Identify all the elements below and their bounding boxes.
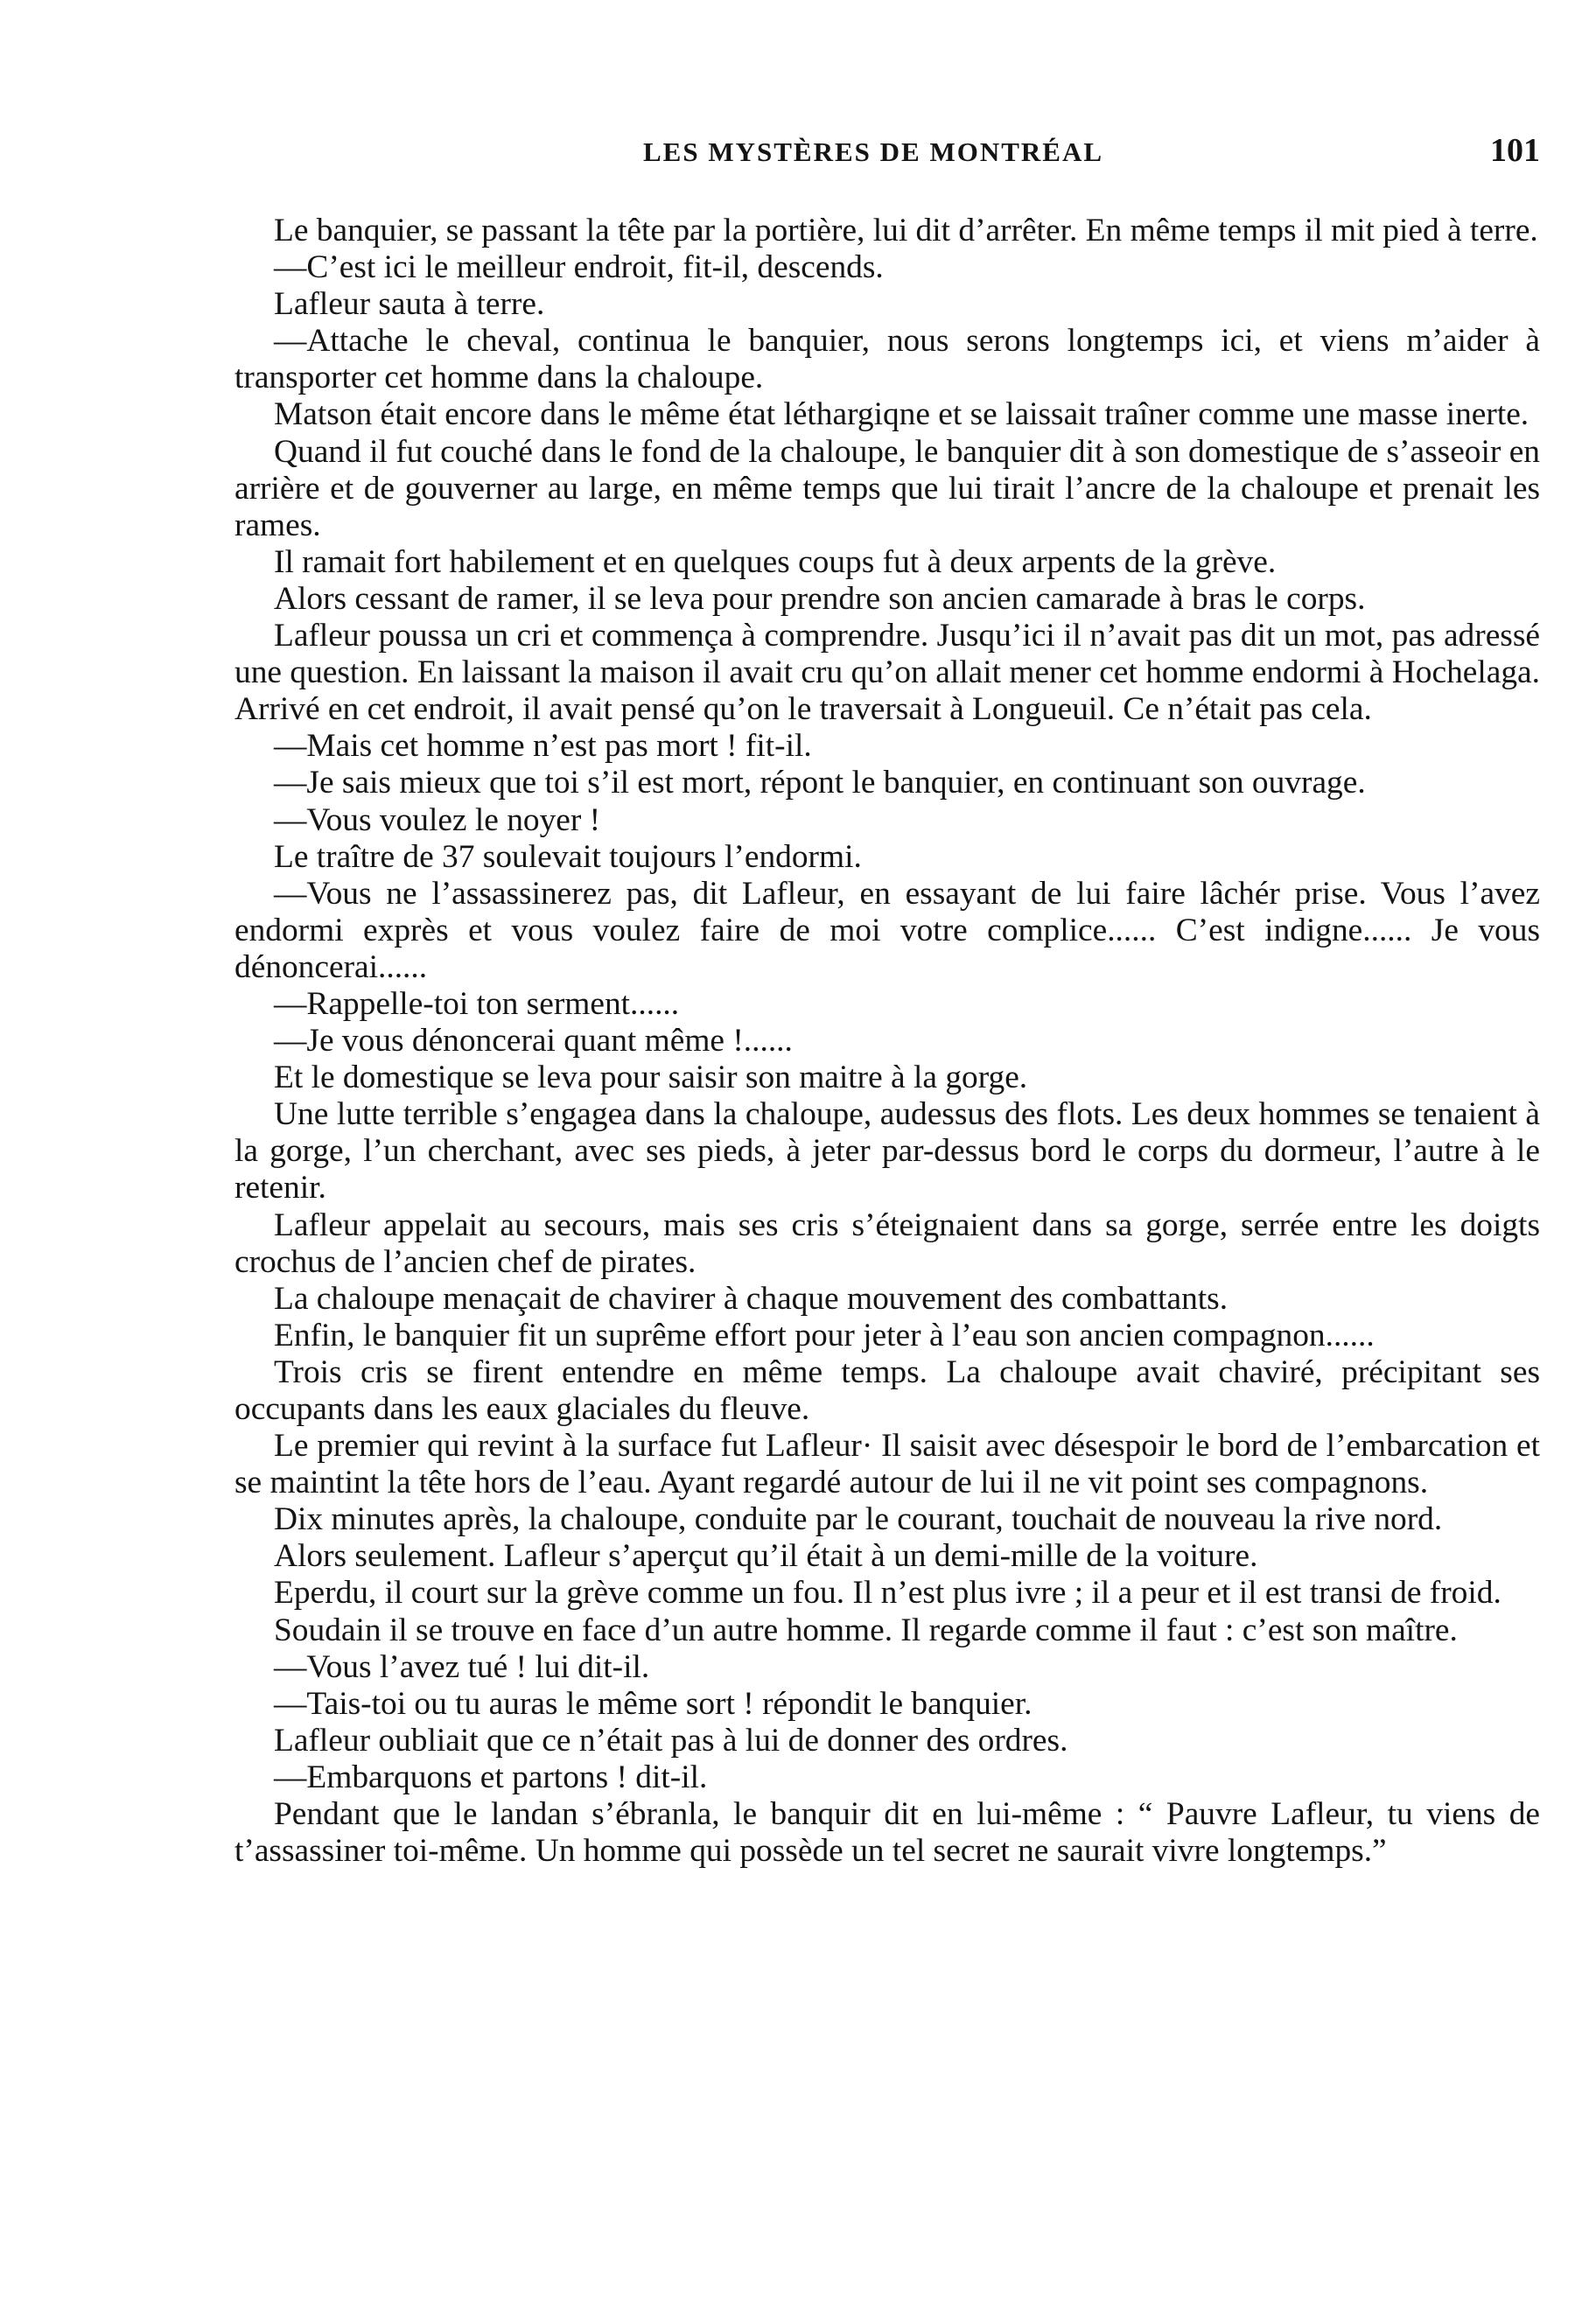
paragraph: Lafleur oubliait que ce n’était pas à lui de donner des ordres.	[274, 1722, 1068, 1759]
paragraph: Le premier qui revint à la surface fut Lafleur· Il saisit avec désespoir le bord de l’embarcation et se maintint la tête hors de l’eau. Ayant regardé autour de lui il ne vit point ses compagnons.	[234, 1428, 1540, 1501]
paragraph: Une lutte terrible s’engagea dans la chaloupe, audessus des flots. Les deux hommes se tenaient à la gorge, l’un cherchant, avec ses pieds, à jeter par-dessus bord le corps du dormeur, l’autre à le retenir.	[234, 1096, 1540, 1206]
paragraph: Alors seulement. Lafleur s’aperçut qu’il était à un demi-mille de la voiture.	[274, 1538, 1258, 1575]
paragraph: —Je vous dénoncerai quant même !......	[274, 1023, 793, 1060]
paragraph: Soudain il se trouve en face d’un autre homme. Il regarde comme il faut : c’est son maître.	[274, 1612, 1458, 1648]
paragraph: Matson était encore dans le même état léthargiqne et se laissait traîner comme une masse inerte.	[274, 396, 1530, 433]
paragraph: Alors cessant de ramer, il se leva pour prendre son ancien camarade à bras le corps.	[274, 580, 1366, 617]
paragraph: —Vous ne l’assassinerez pas, dit Lafleur, en essayant de lui faire lâchér prise. Vous l’avez endormi exprès et vous voulez faire de moi votre complice...... C’est indigne...... Je vous dénoncerai......	[234, 875, 1540, 985]
paragraph: Il ramait fort habilement et en quelques coups fut à deux arpents de la grève.	[274, 543, 1277, 580]
paragraph: —C’est ici le meilleur endroit, fit-il, descends.	[274, 249, 884, 286]
paragraph: Lafleur appelait au secours, mais ses cris s’éteignaient dans sa gorge, serrée entre les doigts crochus de l’ancien chef de pirates.	[234, 1206, 1540, 1280]
paragraph: Trois cris se firent entendre en même temps. La chaloupe avait chaviré, précipitant ses occupants dans les eaux glaciales du fleuve.	[234, 1353, 1540, 1427]
paragraph: —Mais cet homme n’est pas mort ! fit-il.	[274, 728, 812, 765]
paragraph: Lafleur sauta à terre.	[274, 286, 545, 323]
paragraph: Eperdu, il court sur la grève comme un fou. Il n’est plus ivre ; il a peur et il est transi de froid.	[274, 1575, 1502, 1612]
paragraph: Dix minutes après, la chaloupe, conduite par le courant, touchait de nouveau la rive nord.	[274, 1501, 1443, 1538]
paragraph: —Tais-toi ou tu auras le même sort ! répondit le banquier.	[274, 1685, 1032, 1722]
paragraph: —Vous voulez le noyer !	[274, 801, 601, 838]
paragraph: Enfin, le banquier fit un suprême effort pour jeter à l’eau son ancien compagnon......	[274, 1317, 1375, 1353]
paragraph: Lafleur poussa un cri et commença à comprendre. Jusqu’ici il n’avait pas dit un mot, pas adressé une question. En laissant la maison il avait cru qu’on allait mener cet homme endormi à Hochelaga. Arrivé en cet endroit, il avait pensé qu’on le traversait à Longueuil. Ce n’était pas cela.	[234, 618, 1540, 728]
paragraph: —Embarquons et partons ! dit-il.	[274, 1759, 708, 1795]
paragraph: Pendant que le landan s’ébranla, le banquir dit en lui-même : “ Pauvre Lafleur, tu viens de t’assassiner toi-même. Un homme qui possède un tel secret ne saurait vivre longtemps.”	[234, 1796, 1540, 1870]
paragraph: La chaloupe menaçait de chavirer à chaque mouvement des combattants.	[274, 1280, 1228, 1317]
paragraph: —Rappelle-toi ton serment......	[274, 985, 680, 1022]
paragraph: Le traître de 37 soulevait toujours l’endormi.	[274, 838, 862, 875]
page-number: 101	[1490, 132, 1540, 169]
body-text	[234, 213, 1540, 1870]
page-header	[236, 131, 1540, 175]
paragraph: —Vous l’avez tué ! lui dit-il.	[274, 1648, 650, 1685]
paragraph: —Je sais mieux que toi s’il est mort, répont le banquier, en continuant son ouvrage.	[274, 765, 1366, 801]
paragraph: Le banquier, se passant la tête par la portière, lui dit d’arrêter. En même temps il mit pied à terre.	[274, 213, 1538, 248]
paragraph: Quand il fut couché dans le fond de la chaloupe, le banquier dit à son domestique de s’asseoir en arrière et de gouverner au large, en même temps que lui tirait l’ancre de la chaloupe et prenait les rames.	[234, 433, 1540, 543]
paragraph: —Attache le cheval, continua le banquier, nous serons longtemps ici, et viens m’aider à transporter cet homme dans la chaloupe.	[234, 323, 1540, 396]
paragraph: Et le domestique se leva pour saisir son maitre à la gorge.	[274, 1060, 1028, 1096]
running-title: LES MYSTÈRES DE MONTRÉAL	[643, 136, 1104, 167]
